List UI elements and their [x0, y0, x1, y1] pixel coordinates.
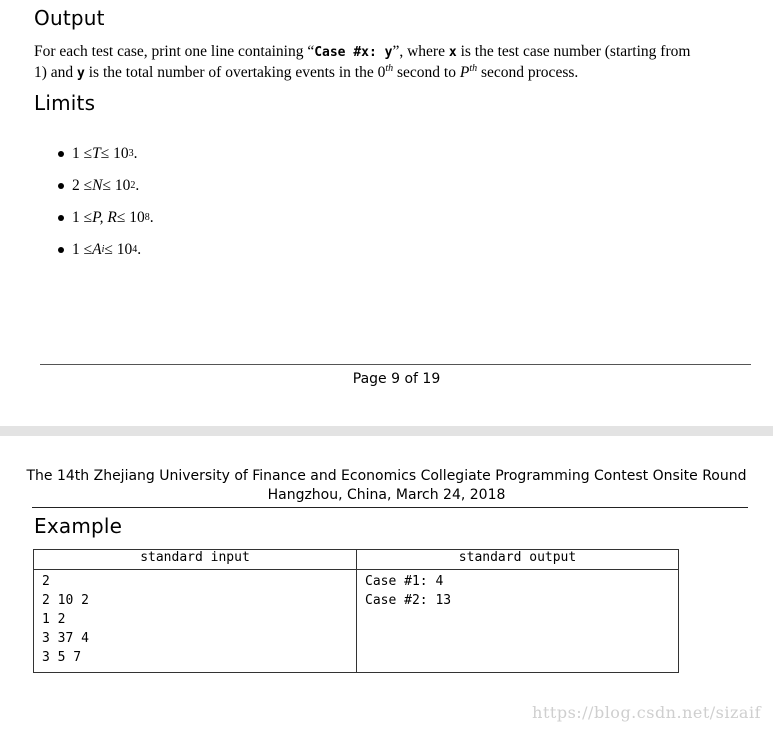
text: 1) and — [34, 64, 78, 81]
contest-location-date: Hangzhou, China, March 24, 2018 — [267, 487, 506, 503]
standard-input-header: standard input — [34, 550, 357, 570]
text: is the test case number (starting from — [456, 43, 691, 60]
var: A — [92, 241, 102, 258]
bullet-icon — [58, 247, 64, 253]
example-heading: Example — [34, 514, 123, 538]
var: P, R — [92, 209, 117, 226]
output-line: Case #2: 13 — [365, 593, 452, 608]
text: ”, where — [392, 43, 449, 60]
text: . — [137, 241, 142, 258]
output-paragraph — [34, 42, 754, 84]
output-line-1 — [34, 42, 754, 63]
example-table — [33, 549, 679, 673]
superscript: th — [469, 62, 478, 74]
limits-heading: Limits — [34, 91, 96, 115]
text: 1 ≤ — [72, 209, 93, 226]
var-p: P — [459, 64, 470, 81]
superscript: th — [385, 62, 394, 74]
text: second to — [393, 64, 460, 81]
text: second process. — [477, 64, 579, 81]
text: ≤ 10 — [116, 209, 145, 226]
input-line: 2 10 2 — [42, 593, 89, 608]
var: T — [92, 145, 101, 162]
text: ≤ 10 — [104, 241, 133, 258]
output-line-2 — [34, 63, 754, 84]
code-case-format: Case #x: y — [314, 45, 393, 60]
standard-input-cell — [34, 570, 357, 673]
text: 2 ≤ — [72, 177, 93, 194]
text: . — [149, 209, 154, 226]
standard-output-cell — [357, 570, 679, 673]
text: 1 ≤ — [72, 241, 93, 258]
limit-item: 1 ≤ T ≤ 10 3 . — [58, 144, 154, 164]
text: For each test case, print one line containing “ — [34, 43, 315, 60]
page-separator — [0, 426, 773, 436]
limit-item: 1 ≤ P, R ≤ 10 8 . — [58, 208, 154, 228]
standard-output-header: standard output — [357, 550, 679, 570]
contest-title: The 14th Zhejiang University of Finance and Economics Collegiate Programming Contest Onsite Round — [26, 468, 747, 484]
text: . — [133, 145, 138, 162]
page-number: Page 9 of 19 — [352, 371, 441, 387]
text: . — [135, 177, 140, 194]
output-line: Case #1: 4 — [365, 574, 444, 589]
input-line: 3 5 7 — [42, 650, 82, 665]
code-y: y — [77, 66, 85, 81]
example-body-row — [34, 570, 679, 673]
limit-item: 2 ≤ N ≤ 10 2 . — [58, 176, 154, 196]
bullet-icon — [58, 151, 64, 157]
text: ≤ 10 — [102, 177, 131, 194]
watermark-url: https://blog.csdn.net/sizaif — [532, 703, 761, 722]
code-x: x — [448, 45, 457, 60]
limit-item: 1 ≤ A i ≤ 10 4 . — [58, 240, 154, 260]
input-line: 2 — [42, 574, 50, 589]
limits-list — [58, 144, 154, 260]
var: N — [92, 177, 103, 194]
bullet-icon — [58, 215, 64, 221]
text: is the total number of overtaking events in the 0 — [84, 64, 386, 81]
header-rule — [32, 507, 748, 508]
footer-rule — [40, 364, 751, 365]
example-header-row — [34, 550, 679, 570]
input-line: 3 37 4 — [42, 631, 89, 646]
input-line: 1 2 — [42, 612, 66, 627]
bullet-icon — [58, 183, 64, 189]
text: ≤ 10 — [100, 145, 129, 162]
text: 1 ≤ — [72, 145, 93, 162]
output-heading: Output — [34, 6, 105, 30]
